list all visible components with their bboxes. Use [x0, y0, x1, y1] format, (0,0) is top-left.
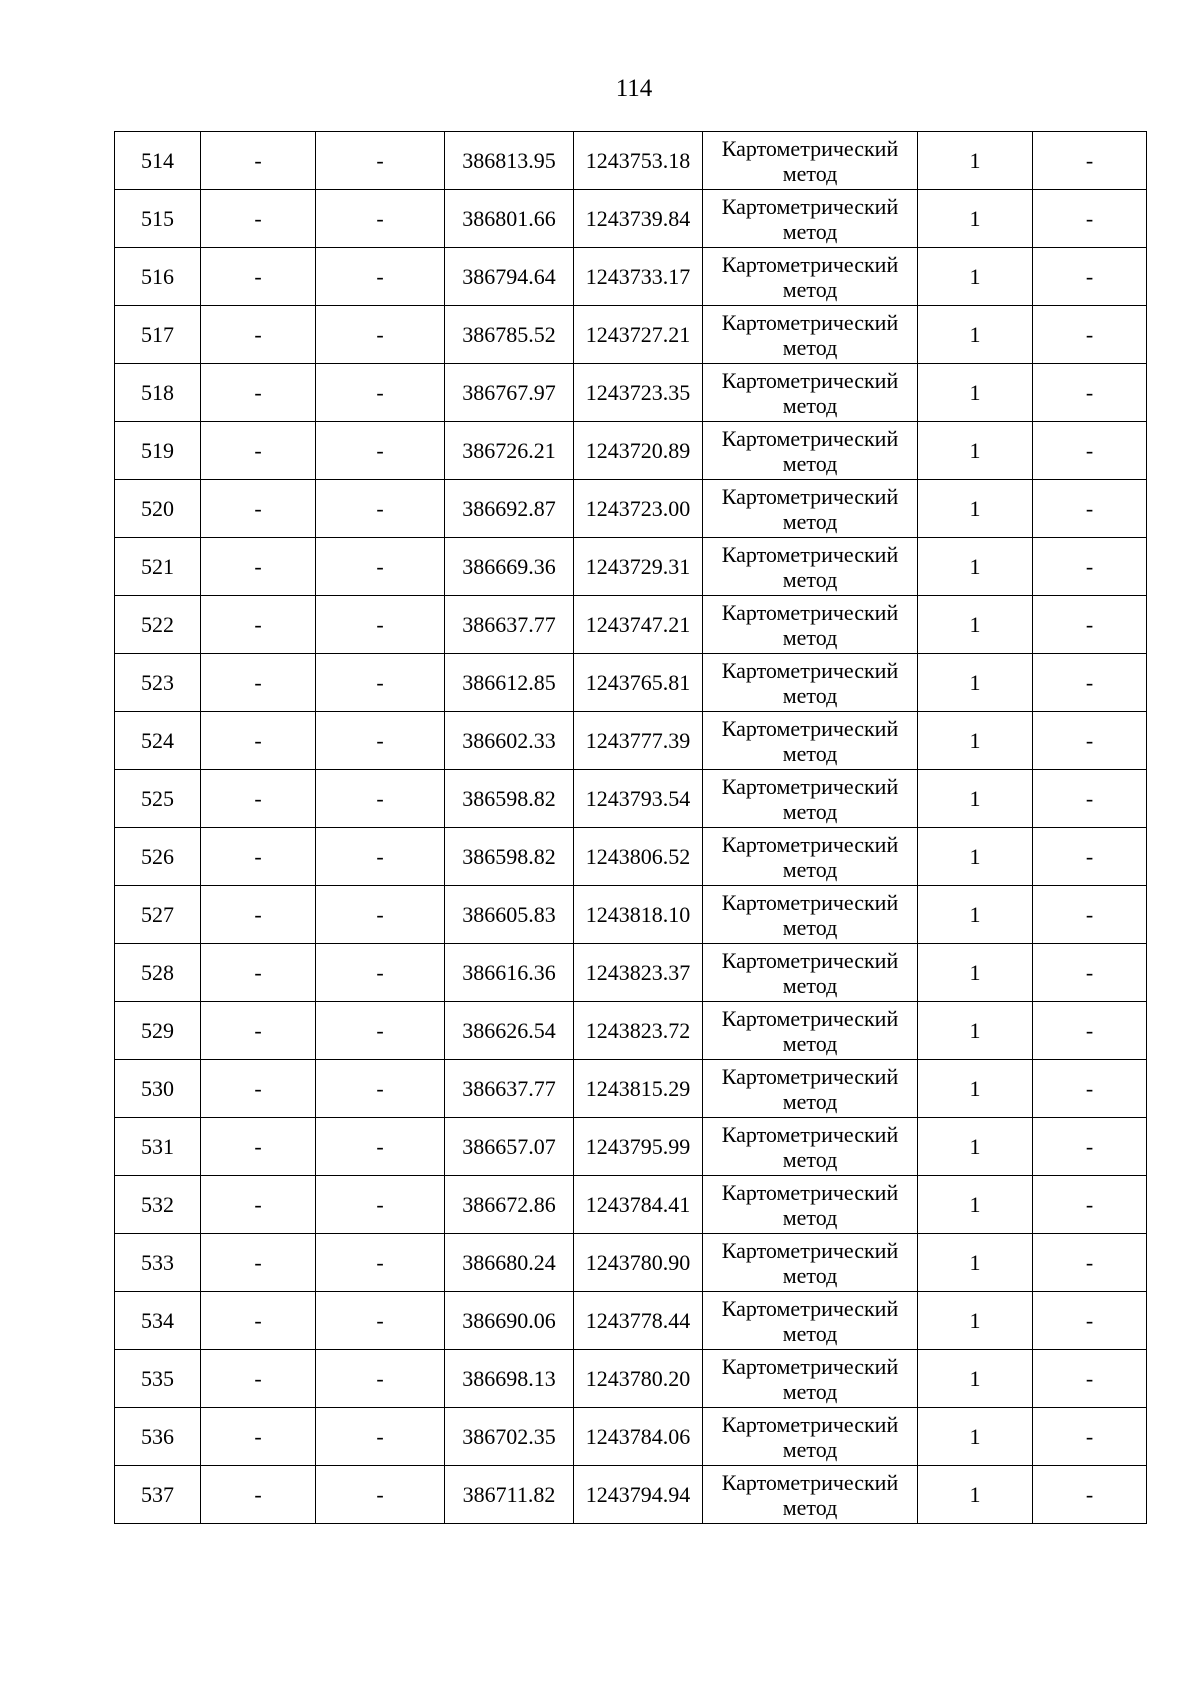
method-cell	[703, 596, 918, 654]
empty-cell-3: -	[316, 422, 445, 480]
empty-cell-2: -	[201, 248, 316, 306]
point-number-cell: 524	[115, 712, 201, 770]
method-line-2: метод	[782, 1030, 838, 1056]
table-row	[115, 886, 1147, 944]
point-number-cell: 533	[115, 1234, 201, 1292]
empty-cell-8: -	[1033, 770, 1147, 828]
table-row	[115, 1350, 1147, 1408]
method-line-2: метод	[782, 1320, 838, 1346]
point-number-cell: 537	[115, 1466, 201, 1524]
y-coordinate-cell: 1243753.18	[574, 132, 703, 190]
method-cell	[703, 654, 918, 712]
method-cell	[703, 1466, 918, 1524]
empty-cell-3: -	[316, 1466, 445, 1524]
empty-cell-3: -	[316, 538, 445, 596]
empty-cell-3: -	[316, 248, 445, 306]
accuracy-cell: 1	[918, 364, 1033, 422]
method-line-2: метод	[782, 1146, 838, 1172]
table-row	[115, 364, 1147, 422]
empty-cell-2: -	[201, 364, 316, 422]
empty-cell-3: -	[316, 1292, 445, 1350]
method-cell	[703, 480, 918, 538]
empty-cell-2: -	[201, 1234, 316, 1292]
empty-cell-3: -	[316, 364, 445, 422]
empty-cell-3: -	[316, 190, 445, 248]
empty-cell-3: -	[316, 596, 445, 654]
empty-cell-8: -	[1033, 364, 1147, 422]
empty-cell-3: -	[316, 306, 445, 364]
empty-cell-8: -	[1033, 1176, 1147, 1234]
empty-cell-3: -	[316, 1234, 445, 1292]
method-cell	[703, 944, 918, 1002]
table-row	[115, 1060, 1147, 1118]
method-line-1: Картометрический	[721, 367, 899, 393]
method-line-2: метод	[782, 798, 838, 824]
y-coordinate-cell: 1243720.89	[574, 422, 703, 480]
table-row	[115, 1292, 1147, 1350]
accuracy-cell: 1	[918, 132, 1033, 190]
empty-cell-2: -	[201, 944, 316, 1002]
empty-cell-2: -	[201, 654, 316, 712]
empty-cell-8: -	[1033, 596, 1147, 654]
x-coordinate-cell: 386785.52	[445, 306, 574, 364]
method-line-2: метод	[782, 1088, 838, 1114]
x-coordinate-cell: 386690.06	[445, 1292, 574, 1350]
method-line-2: метод	[782, 566, 838, 592]
method-line-2: метод	[782, 856, 838, 882]
table-row	[115, 596, 1147, 654]
empty-cell-2: -	[201, 770, 316, 828]
method-line-1: Картометрический	[721, 135, 899, 161]
method-line-1: Картометрический	[721, 947, 899, 973]
empty-cell-2: -	[201, 1060, 316, 1118]
empty-cell-8: -	[1033, 712, 1147, 770]
accuracy-cell: 1	[918, 712, 1033, 770]
y-coordinate-cell: 1243793.54	[574, 770, 703, 828]
empty-cell-2: -	[201, 422, 316, 480]
x-coordinate-cell: 386669.36	[445, 538, 574, 596]
accuracy-cell: 1	[918, 1466, 1033, 1524]
empty-cell-8: -	[1033, 132, 1147, 190]
empty-cell-2: -	[201, 886, 316, 944]
y-coordinate-cell: 1243723.35	[574, 364, 703, 422]
method-cell	[703, 306, 918, 364]
table-row	[115, 1466, 1147, 1524]
empty-cell-2: -	[201, 828, 316, 886]
y-coordinate-cell: 1243815.29	[574, 1060, 703, 1118]
method-line-1: Картометрический	[721, 541, 899, 567]
method-line-2: метод	[782, 624, 838, 650]
x-coordinate-cell: 386726.21	[445, 422, 574, 480]
method-cell	[703, 828, 918, 886]
point-number-cell: 519	[115, 422, 201, 480]
coordinates-table	[114, 131, 1147, 1524]
accuracy-cell: 1	[918, 596, 1033, 654]
empty-cell-3: -	[316, 480, 445, 538]
table-row	[115, 654, 1147, 712]
empty-cell-8: -	[1033, 1234, 1147, 1292]
point-number-cell: 527	[115, 886, 201, 944]
empty-cell-3: -	[316, 1002, 445, 1060]
x-coordinate-cell: 386794.64	[445, 248, 574, 306]
method-line-1: Картометрический	[721, 1237, 899, 1263]
empty-cell-3: -	[316, 1060, 445, 1118]
empty-cell-3: -	[316, 770, 445, 828]
x-coordinate-cell: 386813.95	[445, 132, 574, 190]
accuracy-cell: 1	[918, 886, 1033, 944]
point-number-cell: 520	[115, 480, 201, 538]
point-number-cell: 521	[115, 538, 201, 596]
method-line-2: метод	[782, 276, 838, 302]
empty-cell-2: -	[201, 480, 316, 538]
empty-cell-2: -	[201, 1350, 316, 1408]
table-row	[115, 132, 1147, 190]
method-line-2: метод	[782, 1378, 838, 1404]
method-line-2: метод	[782, 450, 838, 476]
y-coordinate-cell: 1243794.94	[574, 1466, 703, 1524]
method-line-1: Картометрический	[721, 193, 899, 219]
empty-cell-3: -	[316, 944, 445, 1002]
empty-cell-2: -	[201, 1408, 316, 1466]
x-coordinate-cell: 386637.77	[445, 1060, 574, 1118]
point-number-cell: 535	[115, 1350, 201, 1408]
method-line-2: метод	[782, 914, 838, 940]
empty-cell-8: -	[1033, 422, 1147, 480]
empty-cell-3: -	[316, 1176, 445, 1234]
table-row	[115, 1118, 1147, 1176]
x-coordinate-cell: 386692.87	[445, 480, 574, 538]
method-line-1: Картометрический	[721, 309, 899, 335]
method-line-2: метод	[782, 334, 838, 360]
accuracy-cell: 1	[918, 422, 1033, 480]
method-cell	[703, 190, 918, 248]
x-coordinate-cell: 386598.82	[445, 770, 574, 828]
empty-cell-2: -	[201, 1466, 316, 1524]
table-row	[115, 538, 1147, 596]
method-line-1: Картометрический	[721, 1469, 899, 1495]
empty-cell-2: -	[201, 1002, 316, 1060]
y-coordinate-cell: 1243784.06	[574, 1408, 703, 1466]
y-coordinate-cell: 1243747.21	[574, 596, 703, 654]
accuracy-cell: 1	[918, 306, 1033, 364]
accuracy-cell: 1	[918, 538, 1033, 596]
table-row	[115, 248, 1147, 306]
empty-cell-8: -	[1033, 1408, 1147, 1466]
method-line-1: Картометрический	[721, 831, 899, 857]
x-coordinate-cell: 386602.33	[445, 712, 574, 770]
method-cell	[703, 1234, 918, 1292]
accuracy-cell: 1	[918, 1176, 1033, 1234]
empty-cell-2: -	[201, 596, 316, 654]
empty-cell-3: -	[316, 886, 445, 944]
y-coordinate-cell: 1243777.39	[574, 712, 703, 770]
empty-cell-8: -	[1033, 480, 1147, 538]
y-coordinate-cell: 1243723.00	[574, 480, 703, 538]
y-coordinate-cell: 1243727.21	[574, 306, 703, 364]
point-number-cell: 528	[115, 944, 201, 1002]
table-row	[115, 306, 1147, 364]
accuracy-cell: 1	[918, 1292, 1033, 1350]
y-coordinate-cell: 1243780.20	[574, 1350, 703, 1408]
y-coordinate-cell: 1243778.44	[574, 1292, 703, 1350]
empty-cell-3: -	[316, 1118, 445, 1176]
method-cell	[703, 1350, 918, 1408]
method-line-1: Картометрический	[721, 599, 899, 625]
method-line-1: Картометрический	[721, 1353, 899, 1379]
method-cell	[703, 422, 918, 480]
table-row	[115, 1002, 1147, 1060]
accuracy-cell: 1	[918, 828, 1033, 886]
x-coordinate-cell: 386657.07	[445, 1118, 574, 1176]
method-cell	[703, 538, 918, 596]
point-number-cell: 530	[115, 1060, 201, 1118]
empty-cell-2: -	[201, 1292, 316, 1350]
method-cell	[703, 1002, 918, 1060]
method-cell	[703, 1292, 918, 1350]
method-cell	[703, 364, 918, 422]
y-coordinate-cell: 1243784.41	[574, 1176, 703, 1234]
empty-cell-8: -	[1033, 886, 1147, 944]
empty-cell-3: -	[316, 132, 445, 190]
x-coordinate-cell: 386767.97	[445, 364, 574, 422]
method-line-2: метод	[782, 1494, 838, 1520]
accuracy-cell: 1	[918, 480, 1033, 538]
x-coordinate-cell: 386626.54	[445, 1002, 574, 1060]
accuracy-cell: 1	[918, 1350, 1033, 1408]
method-line-2: метод	[782, 392, 838, 418]
x-coordinate-cell: 386801.66	[445, 190, 574, 248]
x-coordinate-cell: 386616.36	[445, 944, 574, 1002]
table-row	[115, 944, 1147, 1002]
point-number-cell: 532	[115, 1176, 201, 1234]
page-number: 114	[615, 75, 653, 102]
method-line-2: метод	[782, 508, 838, 534]
method-cell	[703, 132, 918, 190]
y-coordinate-cell: 1243823.37	[574, 944, 703, 1002]
method-line-1: Картометрический	[721, 1063, 899, 1089]
empty-cell-8: -	[1033, 538, 1147, 596]
y-coordinate-cell: 1243806.52	[574, 828, 703, 886]
empty-cell-3: -	[316, 1408, 445, 1466]
empty-cell-2: -	[201, 1118, 316, 1176]
accuracy-cell: 1	[918, 944, 1033, 1002]
accuracy-cell: 1	[918, 248, 1033, 306]
x-coordinate-cell: 386698.13	[445, 1350, 574, 1408]
table-row	[115, 770, 1147, 828]
point-number-cell: 523	[115, 654, 201, 712]
empty-cell-8: -	[1033, 190, 1147, 248]
y-coordinate-cell: 1243765.81	[574, 654, 703, 712]
point-number-cell: 518	[115, 364, 201, 422]
point-number-cell: 515	[115, 190, 201, 248]
empty-cell-8: -	[1033, 306, 1147, 364]
table-row	[115, 422, 1147, 480]
x-coordinate-cell: 386605.83	[445, 886, 574, 944]
empty-cell-8: -	[1033, 1350, 1147, 1408]
point-number-cell: 517	[115, 306, 201, 364]
point-number-cell: 516	[115, 248, 201, 306]
method-line-1: Картометрический	[721, 483, 899, 509]
method-line-2: метод	[782, 1262, 838, 1288]
y-coordinate-cell: 1243729.31	[574, 538, 703, 596]
method-line-2: метод	[782, 160, 838, 186]
table-row	[115, 480, 1147, 538]
x-coordinate-cell: 386637.77	[445, 596, 574, 654]
method-line-2: метод	[782, 682, 838, 708]
empty-cell-2: -	[201, 538, 316, 596]
accuracy-cell: 1	[918, 190, 1033, 248]
accuracy-cell: 1	[918, 1002, 1033, 1060]
accuracy-cell: 1	[918, 1118, 1033, 1176]
method-line-1: Картометрический	[721, 773, 899, 799]
empty-cell-2: -	[201, 306, 316, 364]
method-line-1: Картометрический	[721, 1411, 899, 1437]
method-line-1: Картометрический	[721, 251, 899, 277]
accuracy-cell: 1	[918, 770, 1033, 828]
empty-cell-8: -	[1033, 1118, 1147, 1176]
empty-cell-3: -	[316, 828, 445, 886]
method-cell	[703, 1118, 918, 1176]
empty-cell-3: -	[316, 1350, 445, 1408]
method-line-2: метод	[782, 1204, 838, 1230]
accuracy-cell: 1	[918, 654, 1033, 712]
table-row	[115, 1234, 1147, 1292]
y-coordinate-cell: 1243795.99	[574, 1118, 703, 1176]
method-cell	[703, 712, 918, 770]
point-number-cell: 531	[115, 1118, 201, 1176]
accuracy-cell: 1	[918, 1060, 1033, 1118]
empty-cell-8: -	[1033, 1060, 1147, 1118]
empty-cell-2: -	[201, 132, 316, 190]
table-row	[115, 1408, 1147, 1466]
method-line-1: Картометрический	[721, 889, 899, 915]
table-row	[115, 190, 1147, 248]
empty-cell-8: -	[1033, 1466, 1147, 1524]
method-line-1: Картометрический	[721, 1179, 899, 1205]
method-line-1: Картометрический	[721, 1295, 899, 1321]
point-number-cell: 529	[115, 1002, 201, 1060]
y-coordinate-cell: 1243780.90	[574, 1234, 703, 1292]
method-line-2: метод	[782, 1436, 838, 1462]
x-coordinate-cell: 386672.86	[445, 1176, 574, 1234]
method-line-2: метод	[782, 218, 838, 244]
method-line-1: Картометрический	[721, 657, 899, 683]
x-coordinate-cell: 386598.82	[445, 828, 574, 886]
method-line-1: Картометрический	[721, 425, 899, 451]
empty-cell-3: -	[316, 654, 445, 712]
empty-cell-8: -	[1033, 654, 1147, 712]
point-number-cell: 514	[115, 132, 201, 190]
empty-cell-2: -	[201, 1176, 316, 1234]
y-coordinate-cell: 1243739.84	[574, 190, 703, 248]
method-line-1: Картометрический	[721, 1005, 899, 1031]
x-coordinate-cell: 386702.35	[445, 1408, 574, 1466]
table-body	[115, 132, 1147, 1524]
table-row	[115, 828, 1147, 886]
point-number-cell: 522	[115, 596, 201, 654]
point-number-cell: 525	[115, 770, 201, 828]
x-coordinate-cell: 386711.82	[445, 1466, 574, 1524]
empty-cell-8: -	[1033, 944, 1147, 1002]
empty-cell-8: -	[1033, 1002, 1147, 1060]
accuracy-cell: 1	[918, 1234, 1033, 1292]
y-coordinate-cell: 1243823.72	[574, 1002, 703, 1060]
point-number-cell: 536	[115, 1408, 201, 1466]
y-coordinate-cell: 1243818.10	[574, 886, 703, 944]
accuracy-cell: 1	[918, 1408, 1033, 1466]
empty-cell-8: -	[1033, 1292, 1147, 1350]
x-coordinate-cell: 386680.24	[445, 1234, 574, 1292]
method-cell	[703, 1408, 918, 1466]
method-line-2: метод	[782, 740, 838, 766]
x-coordinate-cell: 386612.85	[445, 654, 574, 712]
method-line-2: метод	[782, 972, 838, 998]
table-row	[115, 1176, 1147, 1234]
method-cell	[703, 248, 918, 306]
method-line-1: Картометрический	[721, 1121, 899, 1147]
y-coordinate-cell: 1243733.17	[574, 248, 703, 306]
empty-cell-8: -	[1033, 828, 1147, 886]
method-cell	[703, 1176, 918, 1234]
method-cell	[703, 886, 918, 944]
method-line-1: Картометрический	[721, 715, 899, 741]
empty-cell-8: -	[1033, 248, 1147, 306]
empty-cell-2: -	[201, 190, 316, 248]
method-cell	[703, 770, 918, 828]
method-cell	[703, 1060, 918, 1118]
empty-cell-3: -	[316, 712, 445, 770]
point-number-cell: 534	[115, 1292, 201, 1350]
table-row	[115, 712, 1147, 770]
empty-cell-2: -	[201, 712, 316, 770]
point-number-cell: 526	[115, 828, 201, 886]
